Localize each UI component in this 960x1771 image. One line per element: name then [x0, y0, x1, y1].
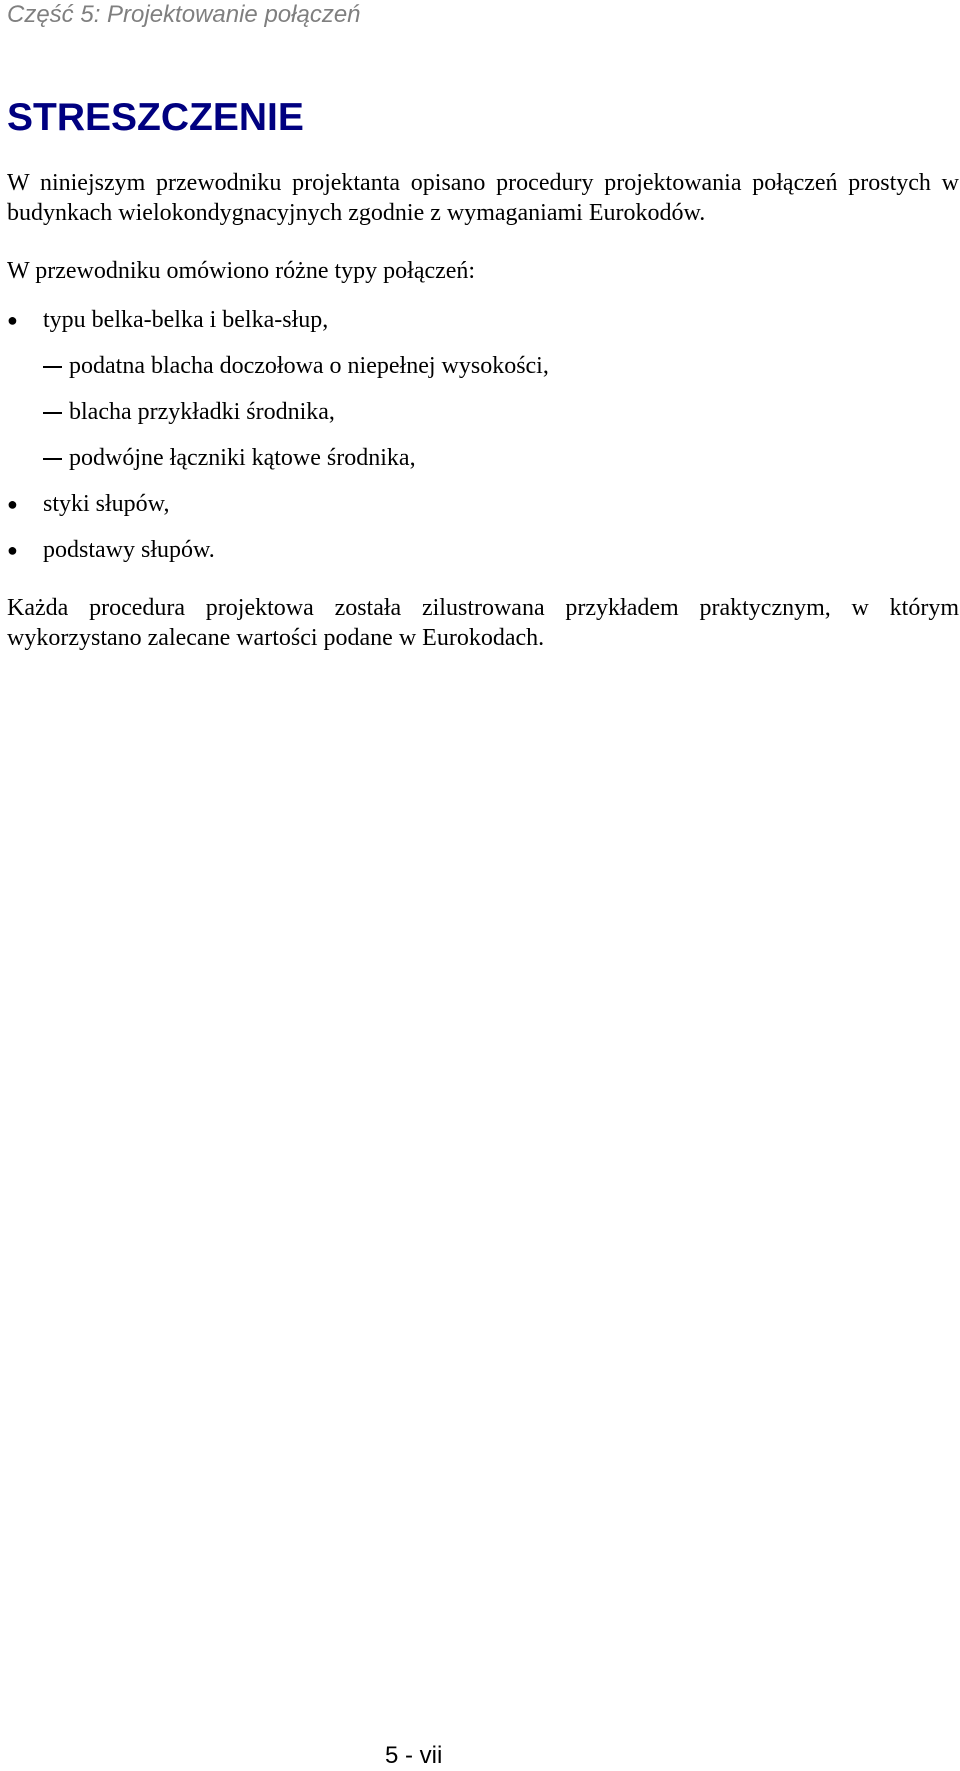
list-item: typu belka-belka i belka-słup, [43, 307, 329, 333]
page-number: 5 - vii [385, 1742, 443, 1769]
sub-list-item: podatna blacha doczołowa o niepełnej wysokości, [69, 353, 549, 379]
running-header: Część 5: Projektowanie połączeń [7, 1, 361, 28]
list-item: styki słupów, [43, 491, 170, 517]
sub-list-item: blacha przykładki środnika, [69, 399, 335, 425]
sub-list-item: podwójne łączniki kątowe środnika, [69, 445, 416, 471]
section-title: STRESZCZENIE [7, 96, 304, 139]
list-item: podstawy słupów. [43, 537, 215, 563]
bullet-icon: ● [7, 494, 18, 514]
intro-paragraph: W niniejszym przewodniku projektanta opisano procedury projektowania połączeń prostych w budynkach wielokondygnacyjnych zgodnie z wymaganiami Eurokodów. [7, 170, 959, 226]
connection-types-intro: W przewodniku omówiono różne typy połączeń: [7, 258, 476, 284]
bullet-icon: ● [7, 540, 18, 560]
dash-icon [43, 412, 62, 414]
bullet-icon: ● [7, 310, 18, 330]
dash-icon [43, 458, 62, 460]
dash-icon [43, 366, 62, 368]
closing-paragraph: Każda procedura projektowa została zilustrowana przykładem praktycznym, w którym wykorzystano zalecane wartości podane w Eurokodach. [7, 595, 959, 651]
